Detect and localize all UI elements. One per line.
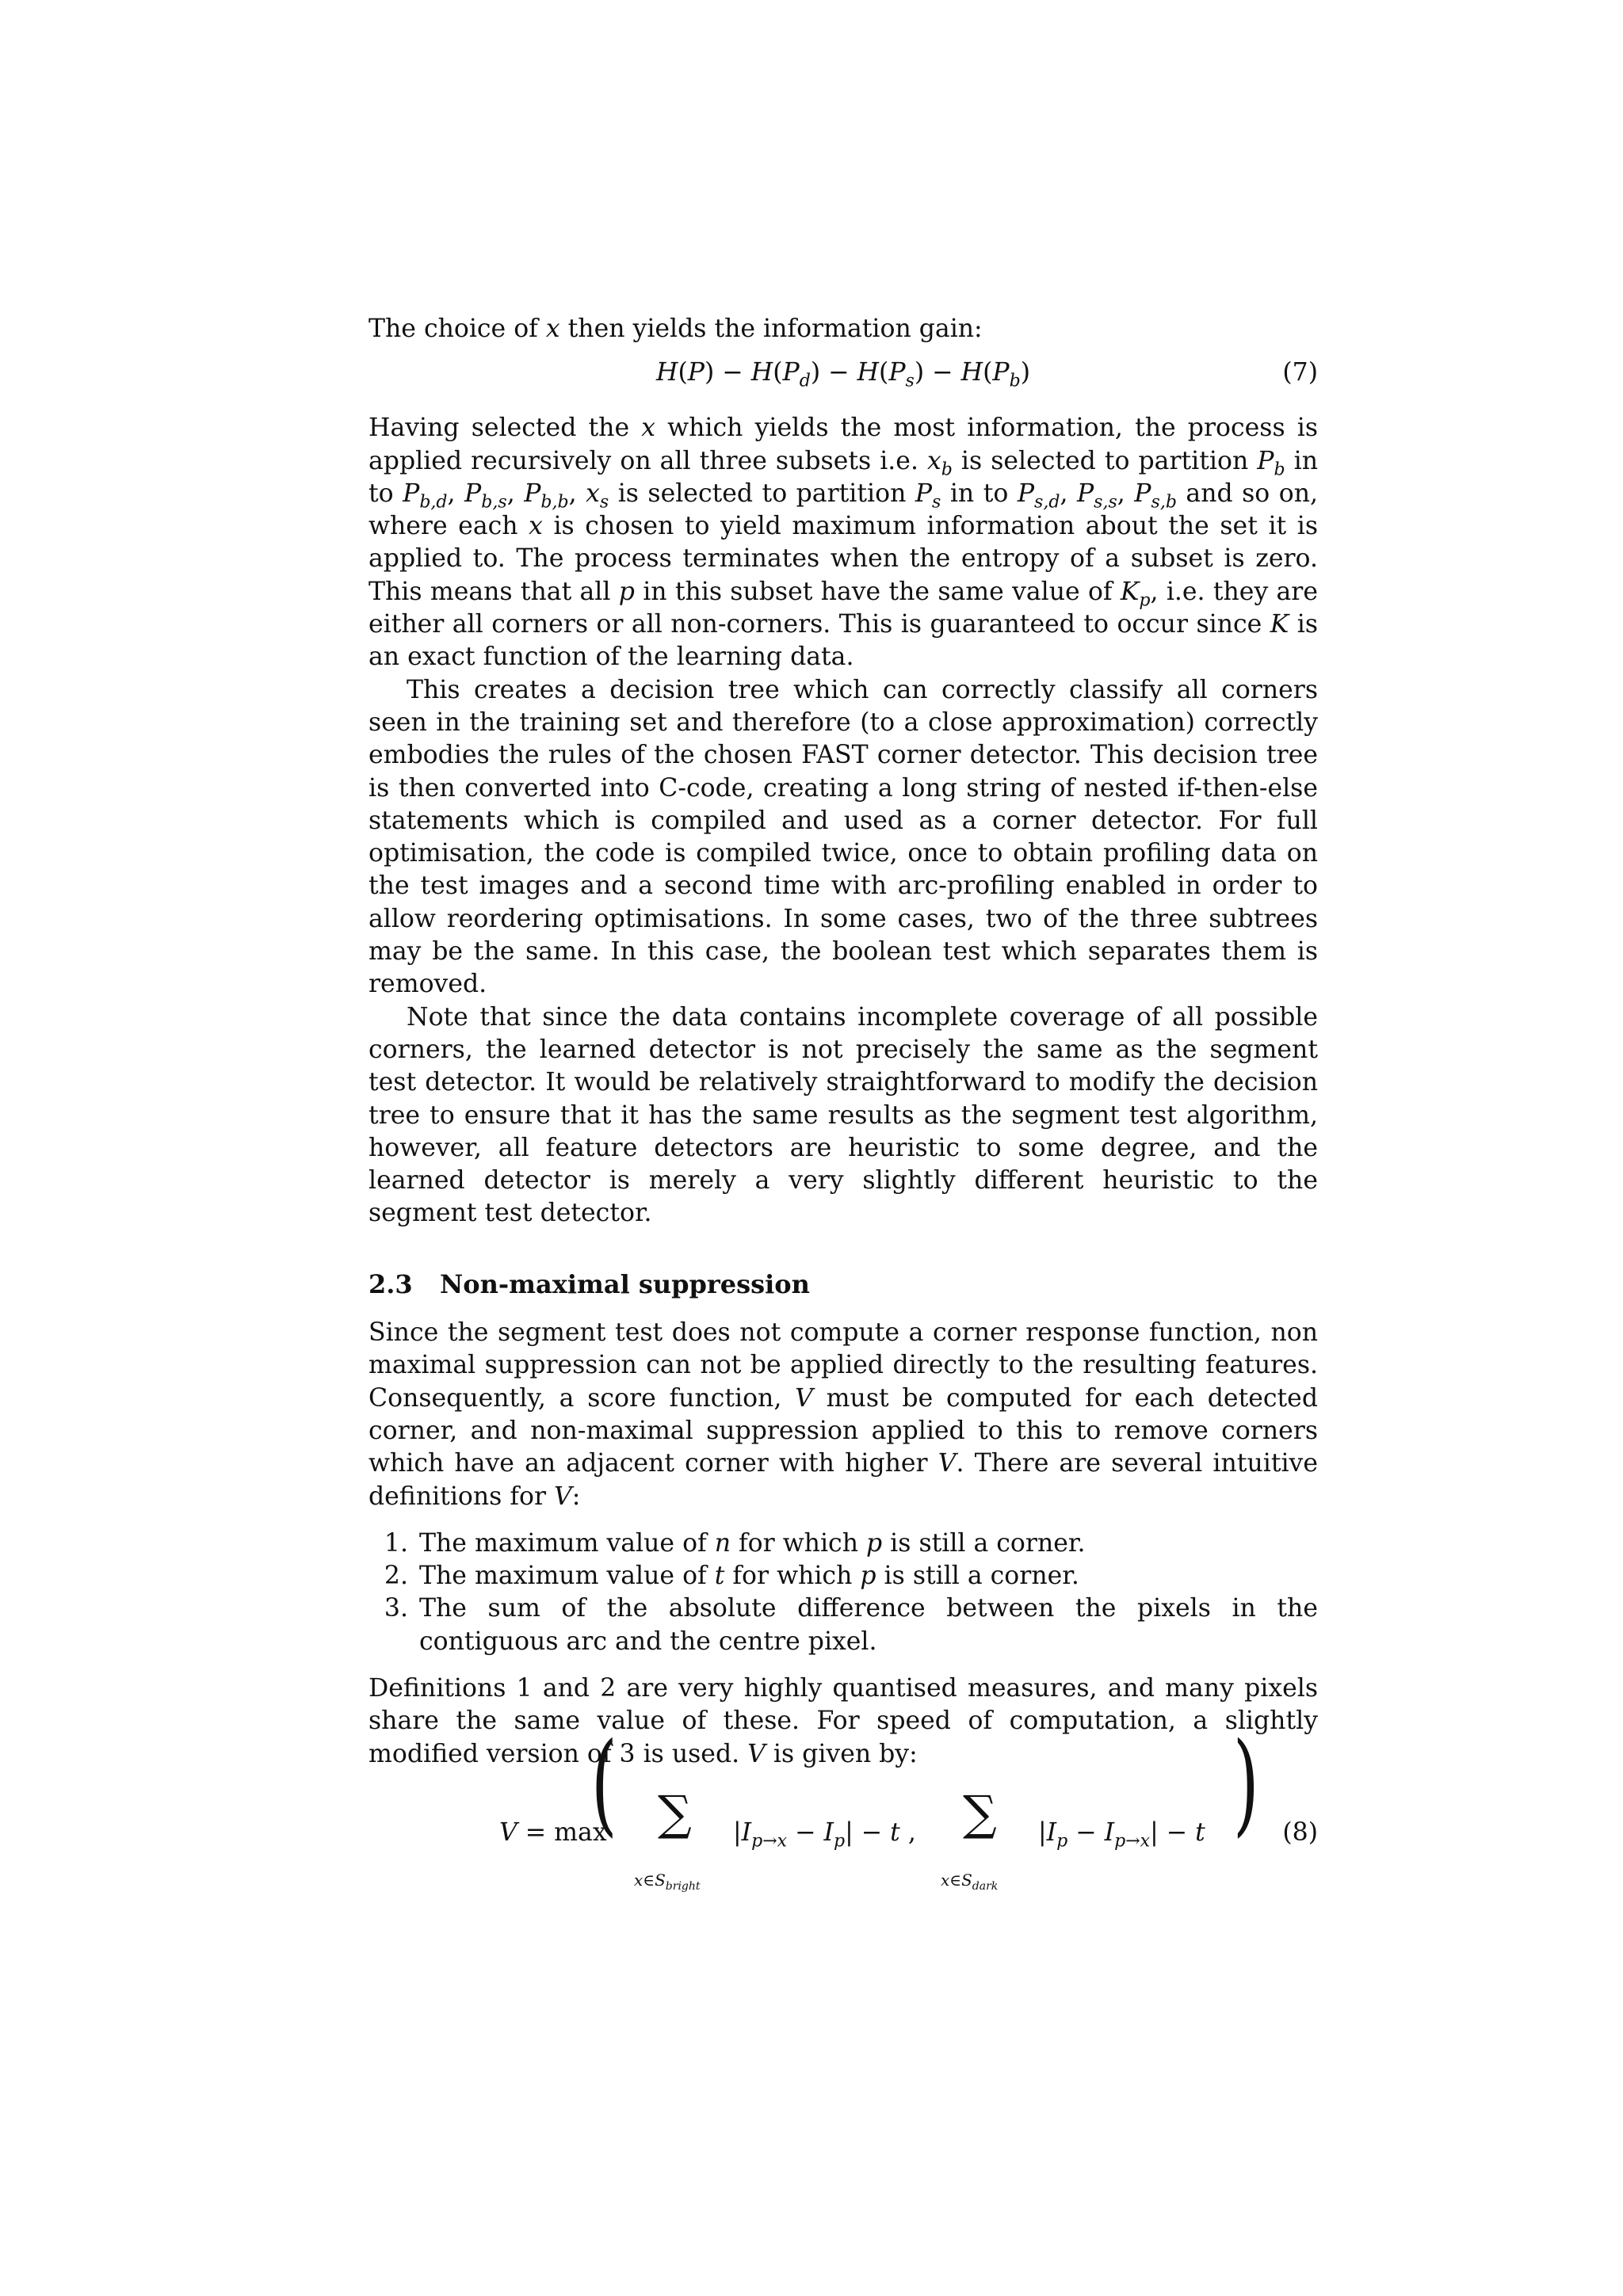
sum1-subscript: $x\in S_{bright}$	[634, 1870, 701, 1893]
intro-paragraph: The choice of x then yields the information gain:	[369, 315, 983, 343]
paragraph-1: Having selected the x which yields the most information, the process is applied recursively on all three subsets i.e. $x_b$ is selected to partition $P_b$ in to $P_{b,d}$, $P_{b,s}$, $P_{b,b}$, $x_s$ is selected to partition $P_s$ in to $P_{s,d}$, $P_{s,s}$, $P_{s,b}$ and so on, where each x is chosen to yield maximum information about the set it is applied to. The process terminates when the entropy of a subset is zero. This means that all p in this subset have the same value of $K_p$, i.e. they are either all corners or all non-corners. This is guaranteed to occur since K is an exact function of the learning data.	[369, 414, 1319, 672]
sum-symbol: ∑	[658, 1785, 692, 1841]
list-item: 3. The sum of the absolute difference between the pixels in the contiguous arc and the centre pixel.	[416, 1592, 1318, 1658]
list-item: 2. The maximum value of t for which p is still a corner.	[416, 1560, 1318, 1592]
paper-page	[369, 313, 1318, 1896]
equation-7-body: $H(P) - H(P_d) - H(P_s) - H(P_b)$	[656, 358, 1030, 391]
equation-8-lhs: V = max	[499, 1817, 607, 1847]
section-heading	[369, 1268, 1318, 1301]
definitions-list	[369, 1527, 1318, 1658]
section-number: 2.3	[369, 1268, 413, 1299]
sum2-subscript: $x\in S_{dark}$	[941, 1870, 999, 1893]
equation-8-number: (8)	[1282, 1817, 1318, 1847]
list-item: 1. The maximum value of n for which p is still a corner.	[416, 1527, 1318, 1560]
equation-7-number: (7)	[1282, 358, 1318, 387]
equation-8-term2: $|I_p - I_{p\to x}| - t$	[1038, 1817, 1205, 1852]
sum-symbol: ∑	[963, 1785, 997, 1841]
left-paren: (	[590, 1718, 617, 1848]
equation-8-term1: $|I_{p\to x} - I_p| - t$ ,	[733, 1817, 916, 1852]
right-paren: )	[1232, 1718, 1259, 1848]
equation-7	[369, 357, 1318, 404]
paragraph-3: Note that since the data contains incomplete coverage of all possible corners, the learned detector is not precisely the same as the segment test detector. It would be relatively straightforward to modify the decision tree to ensure that it has the same results as the segment test algorithm, however, all feature detectors are heuristic to some degree, and the learned detector is merely a very slightly different heuristic to the segment test detector.	[369, 1002, 1318, 1228]
paragraph-5: Definitions 1 and 2 are very highly quantised measures, and many pixels share the same value of these. For speed of computation, a slightly modified version of 3 is used. V is given by:	[369, 1673, 1318, 1768]
paragraph-2: This creates a decision tree which can correctly classify all corners seen in the training set and therefore (to a close approximation) correctly embodies the rules of the chosen FAST corner detector. This decision tree is then converted into C-code, creating a long string of nested if-then-else statements which is compiled and used as a corner detector. For full optimisation, the code is compiled twice, once to obtain profiling data on the test images and a second time with arc-profiling enabled in order to allow reordering optimisations. In some cases, two of the three subtrees may be the same. In this case, the boolean test which separates them is removed.	[369, 675, 1318, 999]
section-title: Non-maximal suppression	[440, 1268, 810, 1299]
paragraph-4: Since the segment test does not compute a corner response function, non maximal suppression can not be applied directly to the resulting features. Consequently, a score function, V must be computed for each detected corner, and non-maximal suppression applied to this to remove corners which have an adjacent corner with higher V. There are several intuitive definitions for V:	[369, 1318, 1318, 1511]
